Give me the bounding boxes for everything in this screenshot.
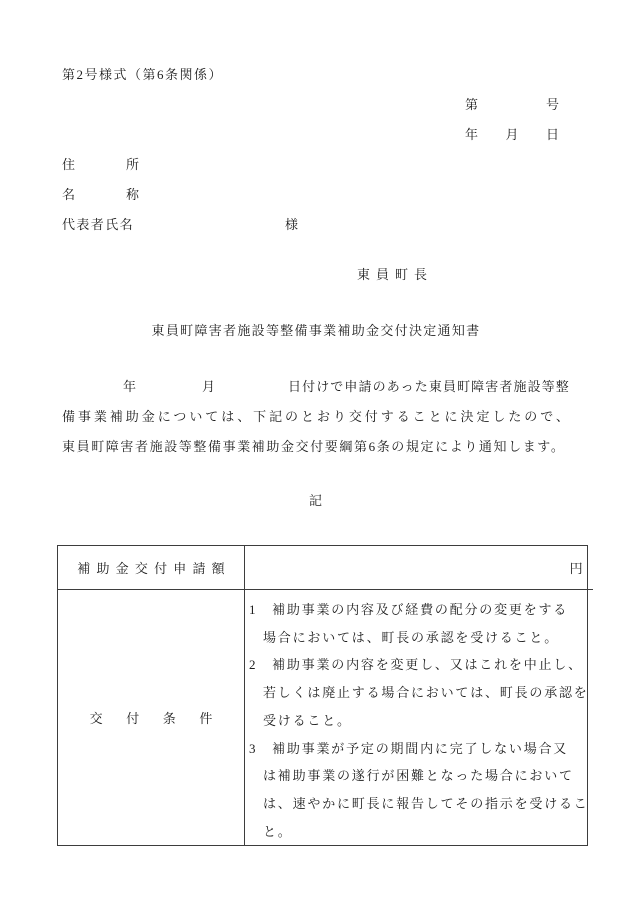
application-amount-label: 補助金交付申請額 <box>58 546 245 590</box>
document-title: 東員町障害者施設等整備事業補助金交付決定通知書 <box>151 323 481 338</box>
body-paragraph-line3: 東員町障害者施設等整備事業補助金交付要綱第6条の規定により通知します。 <box>62 439 566 454</box>
date-year-label: 年 <box>465 127 479 142</box>
date-month-label: 月 <box>505 127 519 142</box>
document-number-prefix: 第 <box>465 97 479 112</box>
condition-line: 若しくは廃止する場合においては、町長の承認を <box>263 685 589 701</box>
sender-name: 東員町長 <box>357 267 434 282</box>
body-line1-text: 日付けで申請のあった東員町障害者施設等整 <box>288 379 570 394</box>
condition-line: 場合においては、町長の承認を受けること。 <box>263 629 560 645</box>
date-line <box>465 126 559 143</box>
address-label-first: 住 <box>62 157 76 172</box>
honorific-sama: 様 <box>285 217 299 232</box>
notation-marker-ki: 記 <box>308 493 323 508</box>
form-number: 第2号様式（第6条関係） <box>62 67 224 82</box>
body-month-label: 月 <box>202 379 216 394</box>
condition-line: 受けること。 <box>263 712 352 728</box>
grant-conditions-body <box>245 590 593 845</box>
name-label-second: 称 <box>125 187 139 202</box>
body-paragraph-line2: 備事業補助金については、下記のとおり交付することに決定したので、 <box>62 409 572 424</box>
condition-line: 2 補助事業の内容を変更し、又はこれを中止し、 <box>249 657 583 673</box>
name-label <box>62 186 139 203</box>
document-number-line <box>465 96 559 113</box>
application-amount-value <box>245 546 593 590</box>
body-paragraph-line1 <box>62 378 570 395</box>
address-label-second: 所 <box>125 157 139 172</box>
body-year-label: 年 <box>123 379 137 394</box>
condition-line: 3 補助事業が予定の期間内に完了しない場合又 <box>249 740 569 756</box>
date-day-label: 日 <box>545 127 559 142</box>
condition-line: は、速やかに町長に報告してその指示を受けるこ <box>263 795 589 811</box>
grant-conditions-label: 交 付 条 件 <box>58 590 245 845</box>
condition-line: 1 補助事業の内容及び経費の配分の変更をする <box>249 602 569 617</box>
name-label-first: 名 <box>62 187 76 202</box>
representative-label: 代表者氏名 <box>62 217 135 232</box>
condition-line: と。 <box>263 823 293 839</box>
yen-unit-label: 円 <box>569 561 584 576</box>
document-number-suffix: 号 <box>545 97 559 112</box>
condition-line: は補助事業の遂行が困難となった場合において <box>263 768 574 784</box>
grant-decision-table <box>57 545 588 846</box>
representative-line <box>62 216 362 233</box>
address-label <box>62 156 139 173</box>
